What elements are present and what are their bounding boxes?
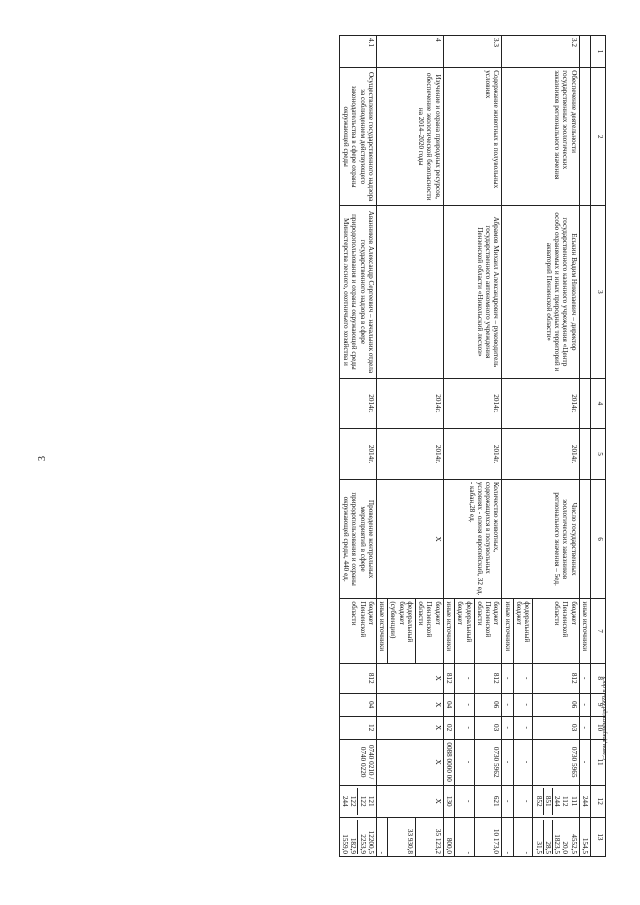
table-cell: бюджет Пензенской области: [474, 599, 502, 663]
table-row: [474, 36, 502, 857]
table-cell: Число государственных зоологических заказников регионального значения – 5ед.: [502, 479, 579, 599]
table-cell: 2014г.: [443, 378, 502, 429]
table-cell: -: [579, 716, 590, 739]
table-cell: [579, 378, 590, 429]
column-number: 3: [591, 206, 606, 378]
table-cell: 12: [339, 716, 376, 739]
table-row: [533, 36, 579, 857]
table-cell: Х: [376, 785, 443, 817]
table-cell: -: [502, 663, 513, 693]
column-number: 2: [591, 68, 606, 206]
column-number: 9: [591, 693, 606, 716]
page-number: 3: [37, 456, 48, 461]
table-cell: -: [502, 785, 513, 817]
column-number: 11: [591, 739, 606, 785]
rotated-sheet: [68, 35, 606, 857]
table-cell: -: [579, 739, 590, 785]
table-cell: -: [376, 817, 387, 856]
table-cell: 2014г.: [376, 429, 443, 480]
table-cell: Количество животных, содержащихся в полувольных условиях - оленя европейский, 32 ед. - кабан,28 ед.: [443, 479, 502, 599]
table-cell: -: [502, 739, 513, 785]
table-cell: 621: [474, 785, 502, 817]
column-number: 4: [591, 378, 606, 429]
table-cell: 10 173,0: [474, 817, 502, 856]
table-cell: 02: [443, 716, 454, 739]
table-cell: [376, 206, 443, 378]
table-cell: Х: [376, 479, 443, 599]
table-cell: -: [513, 817, 533, 856]
table-cell: -: [513, 739, 533, 785]
column-number: 10: [591, 716, 606, 739]
table-cell: 04: [443, 693, 454, 716]
table-cell: 33 930,8: [388, 817, 416, 856]
table-cell: -: [455, 785, 475, 817]
table-cell: -: [502, 693, 513, 716]
table-cell: -: [455, 693, 475, 716]
table-cell: Обеспечение деятельности государственных зоологических заказников регионального значения: [502, 68, 579, 206]
table-cell: бюджет Пензенской области: [533, 599, 579, 663]
table-cell: -: [455, 716, 475, 739]
table-cell: 35 123,2: [415, 817, 443, 856]
table-cell: 2014г.: [339, 378, 376, 429]
table-cell: бюджет Пензенской области: [339, 599, 376, 663]
table-cell: Х: [376, 716, 443, 739]
table-cell: -: [513, 663, 533, 693]
table-cell: 812: [533, 663, 579, 693]
table-cell: 3.2: [502, 36, 579, 68]
table-cell: -: [502, 716, 513, 739]
table-cell: -: [513, 785, 533, 817]
column-number: 6: [591, 479, 606, 599]
table-cell: 0740 0210 / 0740 0220: [339, 739, 376, 785]
table-cell: 4: [376, 36, 443, 68]
table-cell: 2014г.: [443, 429, 502, 480]
table-cell: федеральный бюджет (субвенции): [388, 599, 416, 663]
table-cell: Изучение и охрана природных ресурсов, обеспечение экологической безопасности на 2014–2020 годы: [376, 68, 443, 206]
table-cell: федеральный бюджет: [455, 599, 475, 663]
table-row: [579, 36, 590, 857]
table-cell: Х: [376, 693, 443, 716]
table-cell: 812: [339, 663, 376, 693]
table-cell: -: [579, 663, 590, 693]
table-cell: 812: [474, 663, 502, 693]
table-cell: -: [579, 693, 590, 716]
table-cell: 812: [443, 663, 454, 693]
table-cell: 244: [579, 785, 590, 817]
table-cell: 2014г.: [339, 429, 376, 480]
table-cell: 111 112 244 851 852: [533, 785, 579, 817]
table-cell: 154,5: [579, 817, 590, 856]
table-cell: -: [455, 663, 475, 693]
table-cell: иные источники: [502, 599, 513, 663]
table-cell: 12200,5 2253,9 182,9 1559,0: [339, 817, 376, 856]
table-cell: 130: [443, 785, 454, 817]
table-cell: 2014г.: [376, 378, 443, 429]
table-cell: 0088 0000 00: [443, 739, 454, 785]
table-cell: Аванников Александр Сергеевич – начальник отдела государственного надзора в сфере природопользования и охраны окружающей среды Министерства лесного, охотничьего хозяйства и: [339, 206, 376, 378]
table-cell: Еськин Вадим Николаевич – директор государственного казенного учреждения «Центр особо охраняемых и иных природных территорий и акваторий Пензенской области»: [502, 206, 579, 378]
table-cell: 03: [533, 716, 579, 739]
table-row: [339, 36, 376, 857]
table-cell: [579, 36, 590, 68]
table-cell: Х: [376, 739, 443, 785]
table-cell: [579, 429, 590, 480]
table-cell: Х: [376, 663, 443, 693]
table-row: [415, 36, 443, 857]
column-number: 8: [591, 663, 606, 693]
table-cell: -: [502, 817, 513, 856]
table-cell: -: [455, 817, 475, 856]
table-cell: 121 122 122 244: [339, 785, 376, 817]
table-cell: Абрамов Михаил Александрович – руководитель государственного автономного учреждения Пензенской области «Никольский лесхоз»: [443, 206, 502, 378]
table-cell: 4.1: [339, 36, 376, 68]
table-cell: -: [455, 739, 475, 785]
table-cell: 3.3: [443, 36, 502, 68]
table-cell: [579, 479, 590, 599]
table-cell: 0730 5965: [533, 739, 579, 785]
table-cell: федеральный бюджет: [513, 599, 533, 663]
table-cell: Содержание животных в полувольных условиях: [443, 68, 502, 206]
table-cell: 4552,5 20,0 1823,5 28,5 31,5: [533, 817, 579, 856]
column-number: 13: [591, 817, 606, 856]
column-number: 1: [591, 36, 606, 68]
table-cell: 2014г.: [502, 429, 579, 480]
column-number: 5: [591, 429, 606, 480]
table-body: [339, 36, 590, 857]
table-cell: [579, 206, 590, 378]
table-cell: [579, 68, 590, 206]
table-cell: 06: [474, 693, 502, 716]
table-cell: иные источники: [579, 599, 590, 663]
table-cell: 04: [339, 693, 376, 716]
table-cell: Осуществление государственного надзора за соблюдением действующего законодательства в сфере охраны окружающей среды: [339, 68, 376, 206]
table-cell: 06: [533, 693, 579, 716]
table-cell: 03: [474, 716, 502, 739]
program-table: [339, 35, 606, 857]
table-cell: Проведение контрольных мероприятий в сфере природопользования и охраны окружающей среды, 440 ед.: [339, 479, 376, 599]
table-cell: -: [513, 716, 533, 739]
file-path-footer: c:\мои документы\pd\669-ш.docx: [602, 676, 608, 760]
table-cell: бюджет Пензенской области: [415, 599, 443, 663]
column-number: 12: [591, 785, 606, 817]
table-cell: 2014г.: [502, 378, 579, 429]
column-number: 7: [591, 599, 606, 663]
table-cell: -: [513, 693, 533, 716]
table-cell: иные источники: [443, 599, 454, 663]
table-cell: иные источники: [376, 599, 387, 663]
column-number-row: [591, 36, 606, 857]
table-cell: 0730 5962: [474, 739, 502, 785]
table-cell: 800,0: [443, 817, 454, 856]
